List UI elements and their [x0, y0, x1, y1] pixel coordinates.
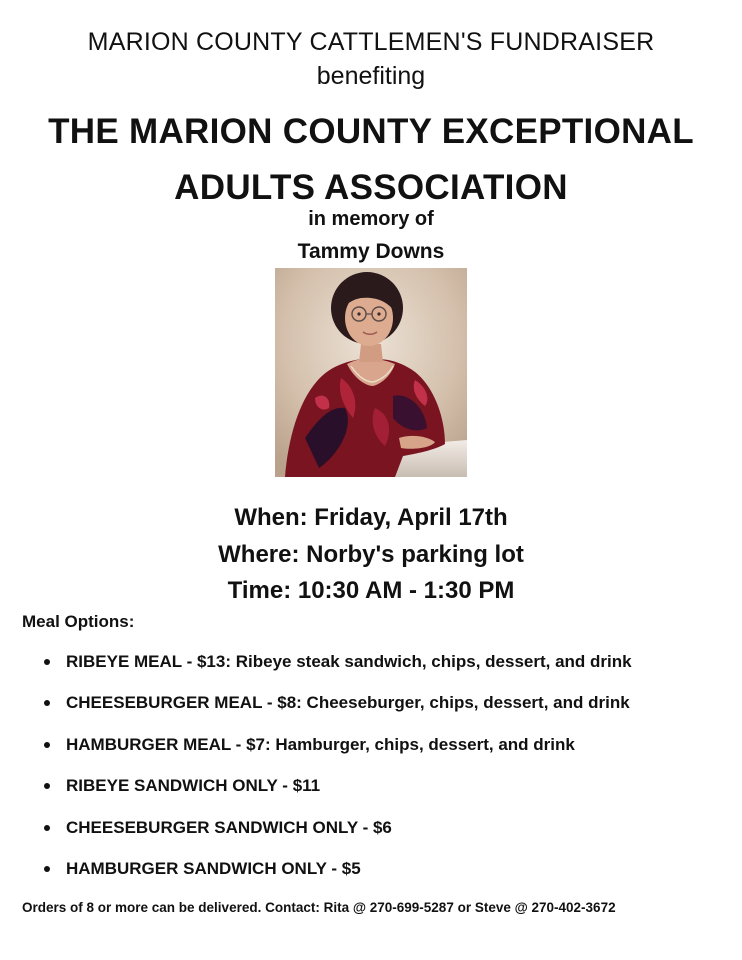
meal-option-text: RIBEYE SANDWICH ONLY - $11 — [66, 776, 321, 796]
list-item — [0, 818, 742, 859]
memory-text: in memory of — [308, 208, 434, 230]
event-where: Where: Norby's parking lot — [218, 541, 524, 568]
meal-options-list — [0, 652, 742, 900]
list-item — [0, 859, 742, 900]
list-item — [0, 652, 742, 693]
meal-option-text: CHEESEBURGER SANDWICH ONLY - $6 — [66, 817, 392, 837]
list-item — [0, 693, 742, 734]
memorial-name: Tammy Downs — [297, 240, 445, 263]
organization-title — [0, 104, 742, 216]
orders-contact-note: Orders of 8 or more can be delivered. Contact: Rita @ 270-699-5287 or Steve @ 270-402-3672 — [22, 900, 616, 915]
bullet-icon — [44, 742, 50, 748]
event-time: Time: 10:30 AM - 1:30 PM — [227, 577, 515, 604]
meal-options-heading: Meal Options: — [22, 612, 135, 631]
bullet-icon — [44, 700, 50, 706]
bullet-icon — [44, 866, 50, 872]
meal-option-text: RIBEYE MEAL - $13: Ribeye steak sandwich, chips, dessert, and drink — [66, 652, 632, 671]
meal-option-text: HAMBURGER SANDWICH ONLY - $5 — [66, 858, 361, 878]
benefiting-text: benefiting — [316, 62, 426, 90]
fundraiser-heading: MARION COUNTY CATTLEMEN'S FUNDRAISER — [87, 28, 655, 56]
organization-title-line-2: ADULTS ASSOCIATION — [174, 168, 568, 207]
meal-option-text: HAMBURGER MEAL - $7: Hamburger, chips, dessert, and drink — [66, 734, 575, 754]
meal-option-text: CHEESEBURGER MEAL - $8: Cheeseburger, chips, dessert, and drink — [66, 693, 630, 713]
organization-title-line-1: THE MARION COUNTY EXCEPTIONAL — [48, 112, 694, 151]
bullet-icon — [44, 783, 50, 789]
bullet-icon — [44, 659, 50, 665]
list-item — [0, 735, 742, 776]
event-when: When: Friday, April 17th — [234, 504, 508, 531]
memorial-portrait — [275, 268, 467, 477]
list-item — [0, 776, 742, 817]
bullet-icon — [44, 825, 50, 831]
